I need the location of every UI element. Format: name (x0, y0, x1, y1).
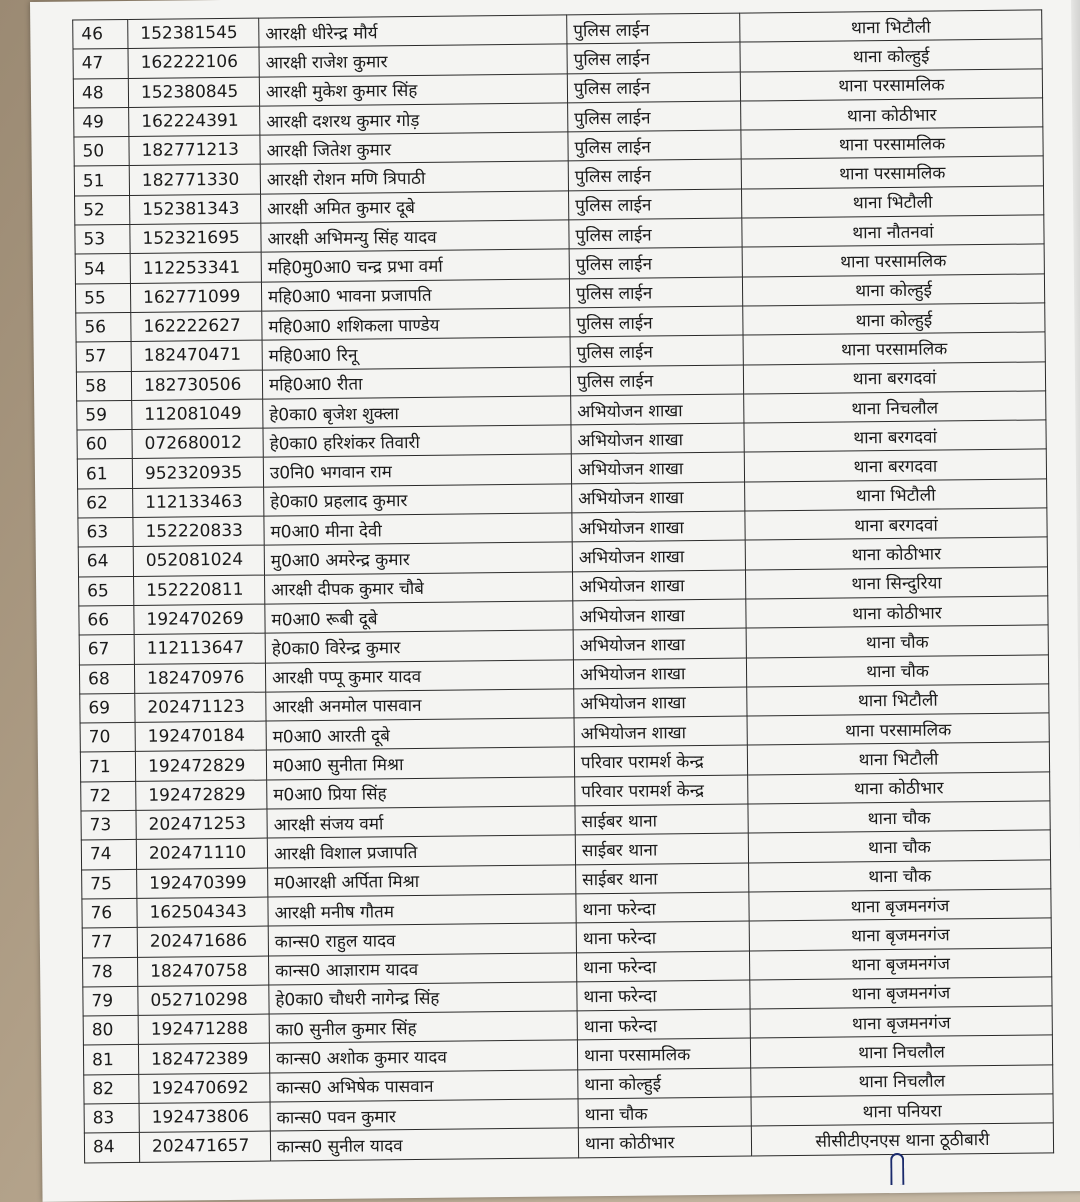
employee-name-cell: कान्स0 राहुल यादव (268, 923, 576, 956)
serial-number-cell: 65 (79, 576, 134, 606)
serial-number-cell: 64 (78, 547, 133, 577)
serial-number-cell: 67 (79, 635, 134, 665)
serial-number-cell: 66 (79, 605, 134, 635)
new-posting-cell: थाना कोठीभार (746, 596, 1048, 628)
new-posting-cell: थाना कोठीभार (745, 537, 1047, 569)
employee-name-cell: कान्स0 पवन कुमार (270, 1099, 578, 1132)
new-posting-cell: थाना बरगदवां (743, 361, 1045, 393)
new-posting-cell: थाना चौक (749, 859, 1051, 891)
employee-name-cell: कान्स0 आज्ञाराम यादव (268, 952, 576, 985)
employee-id-cell: 202471253 (136, 809, 267, 840)
employee-name-cell: हे0का0 विरेन्द्र कुमार (265, 630, 573, 663)
employee-id-cell: 072680012 (132, 428, 263, 459)
serial-number-cell: 63 (78, 517, 133, 547)
serial-number-cell: 49 (74, 107, 129, 137)
new-posting-cell: थाना बरगदवां (744, 420, 1046, 452)
serial-number-cell: 59 (77, 400, 132, 430)
current-posting-cell: अभियोजन शाखा (574, 716, 747, 747)
employee-name-cell: आरक्षी अभिमन्यु सिंह यादव (261, 220, 569, 253)
serial-number-cell: 47 (73, 49, 128, 79)
employee-id-cell: 152220833 (133, 516, 264, 547)
current-posting-cell: थाना फरेन्दा (576, 951, 749, 982)
employee-name-cell: कान्स0 अभिषेक पासवान (270, 1070, 578, 1103)
employee-name-cell: आरक्षी जितेश कुमार (260, 132, 568, 165)
serial-number-cell: 75 (82, 869, 137, 899)
employee-name-cell: आरक्षी धीरेन्द्र मौर्य (259, 15, 567, 48)
serial-number-cell: 80 (83, 1016, 138, 1046)
employee-id-cell: 162224391 (129, 106, 260, 137)
new-posting-cell: थाना बरगदवां (745, 508, 1047, 540)
employee-name-cell: हे0का0 बृजेश शुक्ला (263, 396, 571, 429)
employee-name-cell: का0 सुनील कुमार सिंह (269, 1011, 577, 1044)
employee-name-cell: मु0आ0 अमरेन्द्र कुमार (264, 542, 572, 575)
serial-number-cell: 54 (75, 254, 130, 284)
new-posting-cell: थाना चौक (748, 801, 1050, 833)
new-posting-cell: थाना बृजमनगंज (749, 918, 1051, 950)
employee-id-cell: 112253341 (130, 252, 261, 283)
serial-number-cell: 70 (80, 723, 135, 753)
new-posting-cell: थाना कोठीभार (741, 98, 1043, 130)
new-posting-cell: थाना परसामलिक (747, 713, 1049, 745)
current-posting-cell: पुलिस लाईन (568, 130, 741, 161)
employee-id-cell: 182470471 (131, 340, 262, 371)
current-posting-cell: अभियोजन शाखा (571, 452, 744, 483)
serial-number-cell: 68 (79, 664, 134, 694)
employee-id-cell: 202471686 (137, 926, 268, 957)
employee-id-cell: 052710298 (138, 985, 269, 1016)
current-posting-cell: पुलिस लाईन (569, 189, 742, 220)
current-posting-cell: अभियोजन शाखा (573, 628, 746, 659)
employee-id-cell: 952320935 (132, 458, 263, 489)
serial-number-cell: 84 (84, 1133, 139, 1163)
new-posting-cell: थाना कोल्हुई (742, 274, 1044, 306)
employee-name-cell: म0आ0 आरती दूबे (266, 718, 574, 751)
current-posting-cell: थाना फरेन्दा (576, 921, 749, 952)
current-posting-cell: पुलिस लाईन (568, 160, 741, 191)
serial-number-cell: 53 (75, 225, 130, 255)
serial-number-cell: 69 (80, 693, 135, 723)
new-posting-cell: थाना चौक (746, 625, 1048, 657)
employee-id-cell: 192470399 (137, 868, 268, 899)
employee-id-cell: 202471123 (135, 692, 266, 723)
serial-number-cell: 46 (73, 19, 128, 49)
table-body (73, 10, 1054, 1163)
current-posting-cell: अभियोजन शाखा (574, 687, 747, 718)
current-posting-cell: पुलिस लाईन (570, 365, 743, 396)
employee-name-cell: आरक्षी अमित कुमार दूबे (261, 191, 569, 224)
serial-number-cell: 56 (76, 312, 131, 342)
new-posting-cell: थाना भिटौली (740, 10, 1042, 42)
employee-id-cell: 182771330 (129, 165, 260, 196)
new-posting-cell: थाना कोठीभार (748, 772, 1050, 804)
serial-number-cell: 73 (81, 810, 136, 840)
current-posting-cell: अभियोजन शाखा (573, 599, 746, 630)
serial-number-cell: 76 (82, 898, 137, 928)
employee-name-cell: आरक्षी मुकेश कुमार सिंह (259, 73, 567, 106)
new-posting-cell: थाना परसामलिक (741, 156, 1043, 188)
current-posting-cell: अभियोजन शाखा (572, 570, 745, 601)
employee-name-cell: म0आ0 मीना देवी (264, 513, 572, 546)
serial-number-cell: 50 (74, 137, 129, 167)
current-posting-cell: साईबर थाना (575, 804, 748, 835)
current-posting-cell: पुलिस लाईन (567, 42, 740, 73)
employee-name-cell: कान्स0 सुनील यादव (270, 1128, 578, 1161)
employee-name-cell: आरक्षी अनमोल पासवान (266, 689, 574, 722)
current-posting-cell: पुलिस लाईन (568, 101, 741, 132)
employee-id-cell: 192470269 (134, 604, 265, 635)
new-posting-cell: थाना बृजमनगंज (750, 1006, 1052, 1038)
employee-id-cell: 162222106 (128, 47, 259, 78)
transfer-list-table (72, 9, 1054, 1163)
serial-number-cell: 72 (81, 781, 136, 811)
employee-name-cell: महि0आ0 शशिकला पाण्डेय (262, 308, 570, 341)
new-posting-cell: थाना पनियरा (751, 1094, 1053, 1126)
employee-id-cell: 152380845 (128, 77, 259, 108)
employee-id-cell: 112113647 (134, 633, 265, 664)
current-posting-cell: पुलिस लाईन (569, 247, 742, 278)
current-posting-cell: पुलिस लाईन (570, 335, 743, 366)
employee-name-cell: आरक्षी दशरथ कुमार गोड़ (260, 103, 568, 136)
new-posting-cell: थाना परसामलिक (743, 332, 1045, 364)
current-posting-cell: अभियोजन शाखा (572, 540, 745, 571)
current-posting-cell: अभियोजन शाखा (572, 482, 745, 513)
serial-number-cell: 58 (76, 371, 131, 401)
new-posting-cell: थाना निचलौल (751, 1065, 1053, 1097)
serial-number-cell: 61 (77, 459, 132, 489)
employee-name-cell: आरक्षी दीपक कुमार चौबे (265, 571, 573, 604)
employee-id-cell: 182771213 (129, 135, 260, 166)
employee-name-cell: आरक्षी मनीष गौतम (268, 894, 576, 927)
current-posting-cell: साईबर थाना (575, 833, 748, 864)
employee-name-cell: महि0आ0 रिनू (262, 337, 570, 370)
serial-number-cell: 81 (83, 1045, 138, 1075)
employee-id-cell: 202471110 (136, 838, 267, 869)
current-posting-cell: पुलिस लाईन (569, 218, 742, 249)
employee-id-cell: 152321695 (130, 223, 261, 254)
employee-id-cell: 152381545 (128, 18, 259, 49)
new-posting-cell: थाना भिटौली (745, 479, 1047, 511)
pen-mark (890, 1153, 904, 1185)
employee-id-cell: 182730506 (131, 370, 262, 401)
current-posting-cell: अभियोजन शाखा (571, 423, 744, 454)
serial-number-cell: 57 (76, 342, 131, 372)
serial-number-cell: 62 (78, 488, 133, 518)
new-posting-cell: थाना कोल्हुई (740, 39, 1042, 71)
new-posting-cell: थाना कोल्हुई (743, 303, 1045, 335)
employee-name-cell: आरक्षी संजय वर्मा (267, 806, 575, 839)
employee-name-cell: म0आरक्षी अर्पिता मिश्रा (268, 864, 576, 897)
current-posting-cell: परिवार परामर्श केन्द्र (575, 775, 748, 806)
current-posting-cell: पुलिस लाईन (567, 72, 740, 103)
page-edge (1071, 0, 1080, 1191)
new-posting-cell: थाना परसामलिक (742, 244, 1044, 276)
serial-number-cell: 83 (84, 1103, 139, 1133)
employee-name-cell: आरक्षी विशाल प्रजापति (267, 835, 575, 868)
new-posting-cell: थाना सिन्दुरिया (745, 567, 1047, 599)
new-posting-cell: थाना निचलौल (744, 391, 1046, 423)
employee-name-cell: हे0का0 हरिशंकर तिवारी (263, 425, 571, 458)
employee-name-cell: कान्स0 अशोक कुमार यादव (269, 1040, 577, 1073)
employee-name-cell: म0आ0 सुनीता मिश्रा (266, 747, 574, 780)
current-posting-cell: थाना फरेन्दा (576, 892, 749, 923)
current-posting-cell: थाना फरेन्दा (577, 980, 750, 1011)
new-posting-cell: थाना भिटौली (747, 742, 1049, 774)
current-posting-cell: पुलिस लाईन (569, 277, 742, 308)
current-posting-cell: अभियोजन शाखा (572, 511, 745, 542)
serial-number-cell: 74 (81, 840, 136, 870)
current-posting-cell: थाना परसामलिक (577, 1038, 750, 1069)
new-posting-cell: सीसीटीएनएस थाना ठूठीबारी (751, 1123, 1053, 1155)
serial-number-cell: 51 (74, 166, 129, 196)
current-posting-cell: थाना कोल्हुई (578, 1068, 751, 1099)
new-posting-cell: थाना बृजमनगंज (750, 977, 1052, 1009)
new-posting-cell: थाना परसामलिक (741, 127, 1043, 159)
employee-name-cell: आरक्षी राजेश कुमार (259, 44, 567, 77)
new-posting-cell: थाना भिटौली (741, 186, 1043, 218)
employee-name-cell: म0आ0 प्रिया सिंह (267, 777, 575, 810)
current-posting-cell: पुलिस लाईन (567, 13, 740, 44)
serial-number-cell: 78 (83, 957, 138, 987)
current-posting-cell: अभियोजन शाखा (573, 658, 746, 689)
employee-name-cell: महि0आ0 भावना प्रजापति (261, 279, 569, 312)
new-posting-cell: थाना नौतनवां (742, 215, 1044, 247)
employee-id-cell: 152220811 (134, 575, 265, 606)
new-posting-cell: थाना बृजमनगंज (749, 947, 1051, 979)
current-posting-cell: अभियोजन शाखा (571, 394, 744, 425)
employee-name-cell: महि0आ0 रीता (262, 366, 570, 399)
current-posting-cell: साईबर थाना (576, 863, 749, 894)
current-posting-cell: थाना कोठीभार (578, 1126, 751, 1157)
employee-name-cell: आरक्षी रोशन मणि त्रिपाठी (260, 161, 568, 194)
new-posting-cell: थाना चौक (746, 654, 1048, 686)
employee-id-cell: 152381343 (130, 194, 261, 225)
employee-id-cell: 182472389 (138, 1043, 269, 1074)
serial-number-cell: 79 (83, 986, 138, 1016)
current-posting-cell: थाना चौक (578, 1097, 751, 1128)
serial-number-cell: 52 (75, 195, 130, 225)
employee-id-cell: 112081049 (132, 399, 263, 430)
employee-id-cell: 192470184 (135, 721, 266, 752)
document-page (30, 0, 1080, 1202)
employee-id-cell: 192470692 (139, 1073, 270, 1104)
employee-id-cell: 112133463 (133, 487, 264, 518)
employee-name-cell: हे0का0 प्रहलाद कुमार (264, 484, 572, 517)
employee-name-cell: आरक्षी पप्पू कुमार यादव (265, 659, 573, 692)
employee-name-cell: म0आ0 रूबी दूबे (265, 601, 573, 634)
serial-number-cell: 48 (73, 78, 128, 108)
serial-number-cell: 82 (84, 1074, 139, 1104)
employee-id-cell: 192473806 (139, 1102, 270, 1133)
new-posting-cell: थाना बरगदवा (744, 449, 1046, 481)
employee-id-cell: 182470976 (134, 663, 265, 694)
employee-name-cell: महि0मु0आ0 चन्द्र प्रभा वर्मा (261, 249, 569, 282)
current-posting-cell: परिवार परामर्श केन्द्र (574, 745, 747, 776)
employee-id-cell: 052081024 (133, 545, 264, 576)
new-posting-cell: थाना निचलौल (750, 1035, 1052, 1067)
employee-id-cell: 192472829 (135, 750, 266, 781)
employee-id-cell: 182470758 (138, 956, 269, 987)
serial-number-cell: 71 (80, 752, 135, 782)
new-posting-cell: थाना भिटौली (747, 684, 1049, 716)
employee-id-cell: 162222627 (131, 311, 262, 342)
employee-id-cell: 192471288 (138, 1014, 269, 1045)
employee-id-cell: 162771099 (130, 282, 261, 313)
serial-number-cell: 77 (82, 928, 137, 958)
employee-name-cell: उ0नि0 भगवान राम (263, 454, 571, 487)
employee-id-cell: 162504343 (137, 897, 268, 928)
current-posting-cell: थाना फरेन्दा (577, 1009, 750, 1040)
serial-number-cell: 55 (75, 283, 130, 313)
employee-name-cell: हे0का0 चौधरी नागेन्द्र सिंह (269, 982, 577, 1015)
serial-number-cell: 60 (77, 430, 132, 460)
new-posting-cell: थाना परसामलिक (740, 68, 1042, 100)
new-posting-cell: थाना चौक (748, 830, 1050, 862)
new-posting-cell: थाना बृजमनगंज (749, 889, 1051, 921)
current-posting-cell: पुलिस लाईन (570, 306, 743, 337)
employee-id-cell: 192472829 (136, 780, 267, 811)
employee-id-cell: 202471657 (139, 1131, 270, 1162)
